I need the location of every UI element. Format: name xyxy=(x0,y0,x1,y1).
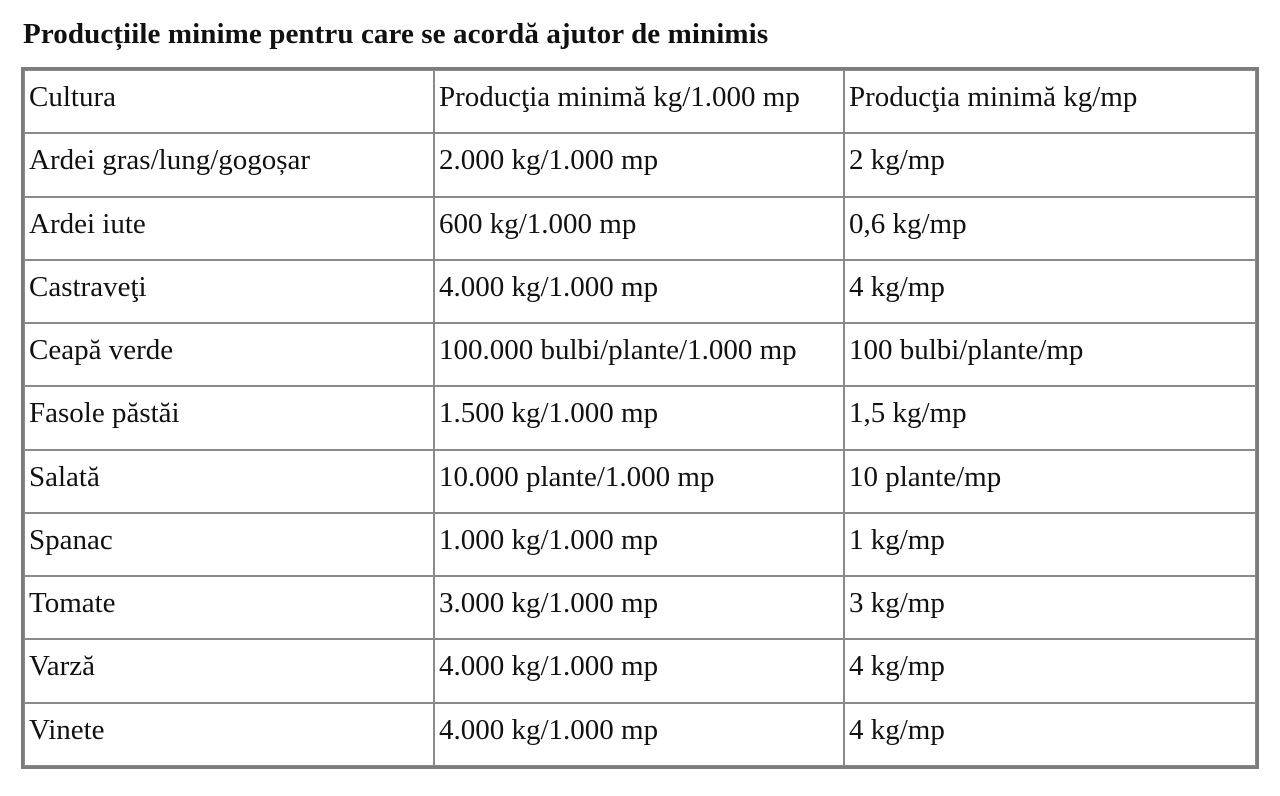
table-cell-productie-mp: 1 kg/mp xyxy=(844,513,1256,576)
table-cell-cultura: Tomate xyxy=(24,576,434,639)
table-cell-productie-mp: 1,5 kg/mp xyxy=(844,386,1256,449)
table-row xyxy=(24,576,1256,639)
table-cell-cultura: Varză xyxy=(24,639,434,702)
table-row xyxy=(24,386,1256,449)
page-title: Producțiile minime pentru care se acordă ajutor de minimis xyxy=(23,18,769,50)
table-cell-productie-mp: 4 kg/mp xyxy=(844,260,1256,323)
table-cell-cultura: Castraveţi xyxy=(24,260,434,323)
table-cell-cultura: Ardei gras/lung/gogoșar xyxy=(24,133,434,196)
table-cell-cultura: Spanac xyxy=(24,513,434,576)
header-cell-productie-1000mp: Producţia minimă kg/1.000 mp xyxy=(434,70,844,133)
table-cell-cultura: Fasole păstăi xyxy=(24,386,434,449)
table-cell-productie-mp: 3 kg/mp xyxy=(844,576,1256,639)
table-row xyxy=(24,323,1256,386)
table-cell-productie-1000mp: 600 kg/1.000 mp xyxy=(434,197,844,260)
table-cell-productie-1000mp: 1.500 kg/1.000 mp xyxy=(434,386,844,449)
table-cell-productie-mp: 10 plante/mp xyxy=(844,450,1256,513)
table-cell-productie-mp: 4 kg/mp xyxy=(844,703,1256,766)
table-cell-productie-1000mp: 4.000 kg/1.000 mp xyxy=(434,703,844,766)
table-header-row xyxy=(24,70,1256,133)
table-cell-cultura: Salată xyxy=(24,450,434,513)
table-cell-productie-1000mp: 4.000 kg/1.000 mp xyxy=(434,639,844,702)
table-row xyxy=(24,639,1256,702)
table-cell-productie-mp: 2 kg/mp xyxy=(844,133,1256,196)
header-cell-cultura: Cultura xyxy=(24,70,434,133)
table-cell-cultura: Ardei iute xyxy=(24,197,434,260)
table-cell-cultura: Vinete xyxy=(24,703,434,766)
table-cell-productie-mp: 0,6 kg/mp xyxy=(844,197,1256,260)
header-cell-productie-mp: Producţia minimă kg/mp xyxy=(844,70,1256,133)
table-row xyxy=(24,513,1256,576)
table-row xyxy=(24,260,1256,323)
table-cell-productie-mp: 100 bulbi/plante/mp xyxy=(844,323,1256,386)
table-cell-productie-1000mp: 1.000 kg/1.000 mp xyxy=(434,513,844,576)
table-cell-productie-1000mp: 100.000 bulbi/plante/1.000 mp xyxy=(434,323,844,386)
table-row xyxy=(24,703,1256,766)
table-row xyxy=(24,197,1256,260)
table-cell-productie-1000mp: 3.000 kg/1.000 mp xyxy=(434,576,844,639)
table-cell-productie-1000mp: 10.000 plante/1.000 mp xyxy=(434,450,844,513)
table-row xyxy=(24,450,1256,513)
table-cell-productie-1000mp: 2.000 kg/1.000 mp xyxy=(434,133,844,196)
table-cell-cultura: Ceapă verde xyxy=(24,323,434,386)
table-row xyxy=(24,133,1256,196)
table-cell-productie-mp: 4 kg/mp xyxy=(844,639,1256,702)
table-cell-productie-1000mp: 4.000 kg/1.000 mp xyxy=(434,260,844,323)
production-table xyxy=(21,67,1259,769)
